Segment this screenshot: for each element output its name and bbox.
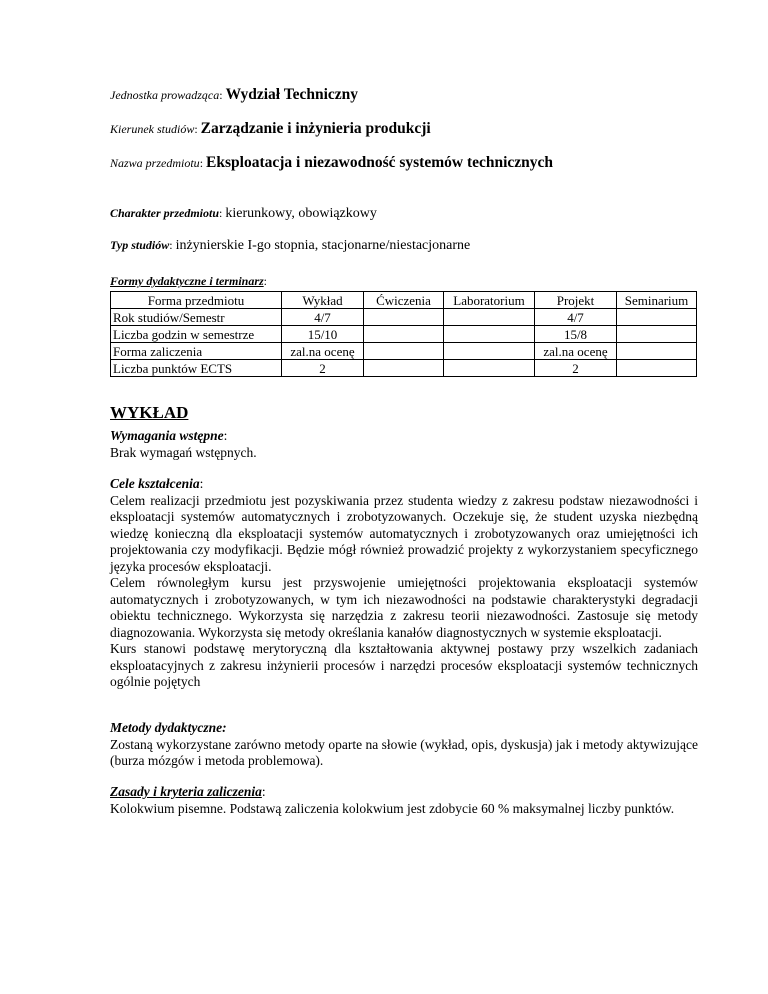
table-cell: 4/7 (535, 309, 617, 326)
table-cell (444, 309, 535, 326)
teaching-unit-value: Wydział Techniczny (225, 86, 359, 103)
table-cell (444, 326, 535, 343)
course-name-line: Nazwa przedmiotu: Eksploatacja i niezawodność systemów technicznych (110, 154, 554, 171)
table-cell (617, 360, 697, 377)
field-of-study-value: Zarządzanie i inżynieria produkcji (200, 120, 431, 137)
table-cell (444, 343, 535, 360)
requirements-section: Wymagania wstępne: Brak wymagań wstępnych. (110, 428, 698, 461)
rules-label: Zasady i kryteria zaliczenia (110, 784, 262, 799)
table-cell (617, 309, 697, 326)
column-header: Ćwiczenia (364, 292, 444, 309)
table-cell (364, 326, 444, 343)
table-row (111, 326, 697, 343)
table-cell (444, 360, 535, 377)
requirements-text: Brak wymagań wstępnych. (110, 444, 257, 460)
teaching-unit-line: Jednostka prowadząca: Wydział Techniczny (110, 86, 359, 103)
field-of-study-label: Kierunek studiów (110, 122, 195, 136)
course-character-line: Charakter przedmiotu: kierunkowy, obowiązkowy (110, 206, 377, 221)
lecture-heading: WYKŁAD (110, 403, 189, 422)
row-label: Liczba godzin w semestrze (111, 326, 282, 343)
table-row (111, 360, 697, 377)
table-row (111, 309, 697, 326)
study-type-value: inżynierskie I-go stopnia, stacjonarne/niestacjonarne (175, 238, 471, 253)
row-label: Liczba punktów ECTS (111, 360, 282, 377)
table-cell: 15/10 (282, 326, 364, 343)
table-cell (364, 309, 444, 326)
course-name-value: Eksploatacja i niezawodność systemów technicznych (206, 154, 554, 171)
column-header: Forma przedmiotu (111, 292, 282, 309)
table-cell: 2 (535, 360, 617, 377)
column-header: Projekt (535, 292, 617, 309)
goals-label: Cele kształcenia (110, 476, 200, 491)
row-label: Rok studiów/Semestr (111, 309, 282, 326)
column-header: Wykład (282, 292, 364, 309)
goals-paragraph: Celem równoległym kursu jest przyswojenie umiejętności projektowania eksploatacji systemów automatycznych i zrobotyzowanych, w tym ich niezawodności na podstawie charakterystyki degradacji obiektu technicznego. Wykorzysta się narzędzia z zakresu teorii niezawodności. Zastosuje się metody diagnozowania. Wykorzysta się metody określania kanałów diagnostycznych w systemie eksploatacji. (110, 575, 698, 640)
column-header: Laboratorium (444, 292, 535, 309)
table-cell (364, 360, 444, 377)
schedule-title-line: Formy dydaktyczne i terminarz: (110, 274, 268, 288)
schedule-header-row (111, 292, 697, 309)
table-cell: 15/8 (535, 326, 617, 343)
methods-text: Zostaną wykorzystane zarówno metody oparte na słowie (wykład, opis, dyskusja) jak i metody aktywizujące (burza mózgów i metoda problemowa). (110, 736, 698, 768)
requirements-label: Wymagania wstępne (110, 428, 224, 443)
goals-section: Cele kształcenia: Celem realizacji przedmiotu jest pozyskiwania przez studenta wiedzy z zakresu podstaw niezawodności i eksploatacji systemów automatycznych i zrobotyzowanych. Oczekuje się, że student uzyska niezbędną wiedzę konieczną dla eksploatacji systemów automatycznych i zrobotyzowanych oraz umiejętności ich projektowania czy modyfikacji. Będzie mógł również prowadzić projekty z wykorzystaniem specyficznego języka procesów eksploatacji. Celem równoległym kursu jest przyswojenie umiejętności projektowania eksploatacji systemów automatycznych i zrobotyzowanych, w tym ich niezawodności na podstawie charakterystyki degradacji obiektu technicznego. Wykorzysta się narzędzia z zakresu teorii niezawodności. Zastosuje się metody diagnozowania. Wykorzysta się metody określania kanałów diagnostycznych w systemie eksploatacji. Kurs stanowi podstawę merytoryczną dla kształtowania aktywnej postawy przy wszelkich zadaniach eksploatacyjnych z zakresu inżynierii procesów i narzędzi procesów eksploatacji systemów technicznych ogólnie pojętych (110, 476, 698, 689)
schedule-title: Formy dydaktyczne i terminarz (110, 274, 264, 288)
table-cell (617, 343, 697, 360)
table-cell: zal.na ocenę (535, 343, 617, 360)
course-name-label: Nazwa przedmiotu (110, 156, 200, 170)
table-cell: zal.na ocenę (282, 343, 364, 360)
field-of-study-line: Kierunek studiów: Zarządzanie i inżynieria produkcji (110, 120, 431, 137)
methods-section (110, 720, 698, 770)
study-type-line: Typ studiów: inżynierskie I-go stopnia, stacjonarne/niestacjonarne (110, 238, 471, 253)
goals-paragraph: Celem realizacji przedmiotu jest pozyskiwania przez studenta wiedzy z zakresu podstaw niezawodności i eksploatacji systemów automatycznych i zrobotyzowanych. Oczekuje się, że student uzyska niezbędną wiedzę konieczną dla eksploatacji systemów automatycznych i zrobotyzowanych oraz umiejętności ich projektowania czy modyfikacji. Będzie mógł również prowadzić projekty z wykorzystaniem specyficznego języka procesów eksploatacji. (110, 492, 698, 574)
table-cell: 4/7 (282, 309, 364, 326)
goals-paragraph: Kurs stanowi podstawę merytoryczną dla kształtowania aktywnej postawy przy wszelkich zadaniach eksploatacyjnych z zakresu inżynierii procesów i narzędzi procesów eksploatacji systemów technicznych ogólnie pojętych (110, 641, 698, 689)
row-label: Forma zaliczenia (111, 343, 282, 360)
course-character-label: Charakter przedmiotu (110, 206, 220, 220)
table-cell (364, 343, 444, 360)
schedule-table (110, 291, 697, 377)
teaching-unit-label: Jednostka prowadząca (110, 88, 220, 102)
column-header: Seminarium (617, 292, 697, 309)
study-type-label: Typ studiów (110, 238, 170, 252)
methods-label: Metody dydaktyczne: (110, 720, 227, 735)
rules-text: Kolokwium pisemne. Podstawą zaliczenia kolokwium jest zdobycie 60 % maksymalnej liczby punktów. (110, 800, 675, 816)
table-cell: 2 (282, 360, 364, 377)
table-row (111, 343, 697, 360)
table-cell (617, 326, 697, 343)
course-character-value: kierunkowy, obowiązkowy (225, 206, 377, 221)
rules-section: Zasady i kryteria zaliczenia: Kolokwium pisemne. Podstawą zaliczenia kolokwium jest zdobycie 60 % maksymalnej liczby punktów. (110, 784, 698, 817)
